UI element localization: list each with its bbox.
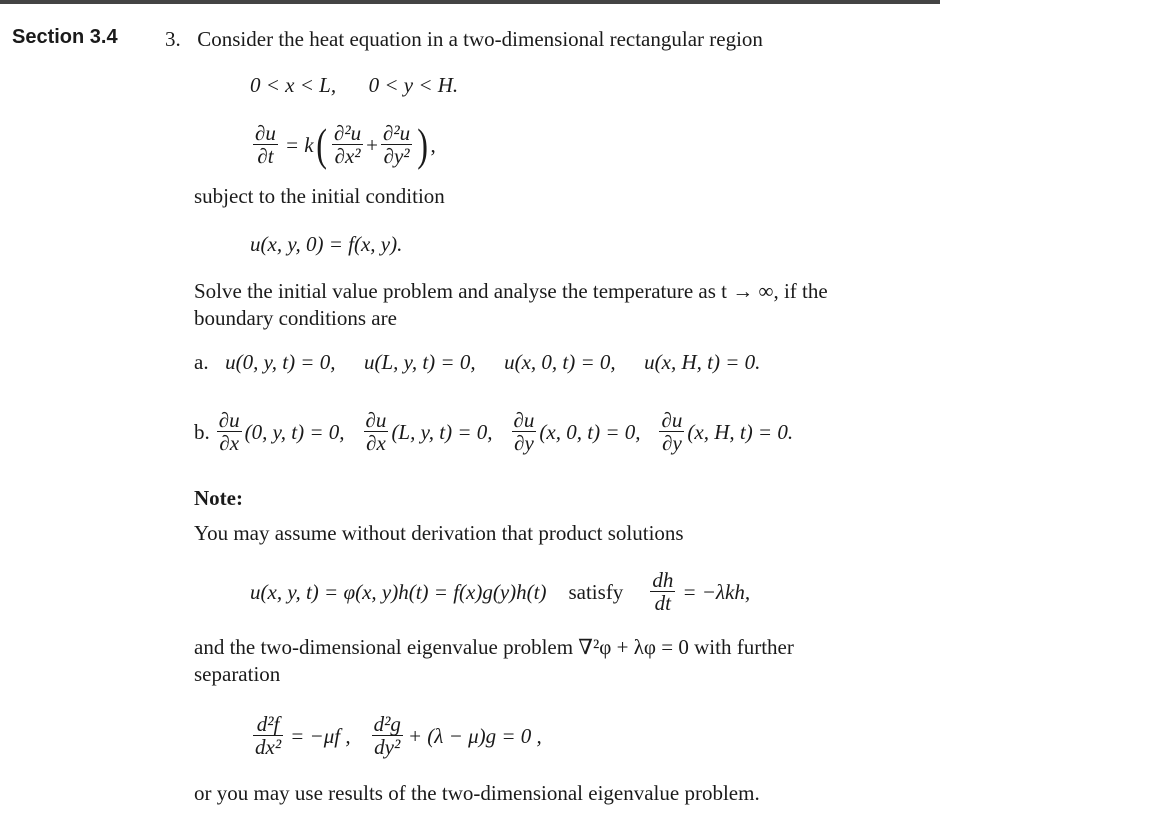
pde-term1-fraction: $\frac{\text{∂²u}}{\text{∂x²}}$ [333, 120, 362, 168]
note-text: You may assume without derivation that product solutions [194, 521, 684, 545]
bc-a-cond1: u(0, y, t) = 0, [225, 350, 336, 374]
bc-a-cond2: u(L, y, t) = 0, [363, 350, 476, 374]
product-rhs: = −λkh, [682, 579, 751, 604]
section-label: Section 3.4 [12, 26, 118, 48]
bc-b-deriv2: $\frac{\partial u}{\partial x}$ [365, 407, 387, 455]
heat-equation [250, 114, 436, 176]
problem-number: 3. [165, 27, 181, 51]
eigen-text-line1: and the two-dimensional eigenvalue problem ∇²φ + λφ = 0 with further [194, 635, 794, 659]
boundary-conditions-b [194, 402, 793, 462]
product-expression: u(x, y, t) = φ(x, y)h(t) = f(x)g(y)h(t) [250, 579, 547, 604]
bc-b-deriv3: $\frac{\partial u}{\partial y}$ [513, 407, 535, 455]
subject-text: subject to the initial condition [194, 184, 445, 208]
d2g-dy2-fraction: $\frac{\text{d²g}}{\text{dy²}}$ [373, 711, 401, 759]
pde-term2-fraction: $\frac{\text{∂²u}}{\text{∂y²}}$ [383, 120, 411, 168]
solve-text-line2: boundary conditions are [194, 306, 397, 330]
bc-b-deriv1: $\frac{\partial u}{\partial x}$ [218, 407, 240, 455]
bc-b-deriv4: $\frac{\partial u}{\partial y}$ [661, 407, 683, 455]
left-paren: ( [315, 119, 327, 170]
region-y: 0 < y < H. [368, 73, 459, 97]
boundary-conditions-a [194, 350, 760, 375]
bc-b-args3: (x, 0, t) = 0, [539, 419, 641, 444]
g-equation-rhs: + (λ − μ)g = 0 , [407, 723, 542, 748]
right-paren: ) [417, 119, 429, 170]
f-equation-rhs: = −μf , [290, 723, 351, 748]
pde-lhs-fraction: $\frac{\partial u}{\partial t}$ [255, 120, 276, 168]
intro-text: Consider the heat equation in a two-dimensional rectangular region [197, 27, 763, 51]
bc-b-args2: (L, y, t) = 0, [391, 419, 493, 444]
satisfy-word: satisfy [568, 579, 624, 604]
bc-a-cond4: u(x, H, t) = 0. [644, 350, 761, 374]
dh-dt-fraction: $\frac{dh}{dt}$ [652, 567, 674, 615]
note-heading: Note: [194, 486, 243, 510]
product-solution [250, 563, 750, 621]
pde-equals-k: = k [284, 132, 314, 157]
bc-b-args1: (0, y, t) = 0, [244, 419, 345, 444]
bc-a-cond3: u(x, 0, t) = 0, [504, 350, 616, 374]
initial-condition: u(x, y, 0) = f(x, y). [250, 232, 403, 256]
top-rule [0, 0, 940, 4]
separated-equations [250, 706, 542, 766]
closing-text: or you may use results of the two-dimensional eigenvalue problem. [194, 781, 760, 805]
d2f-dx2-fraction: $\frac{\text{d²f}}{\text{dx²}}$ [255, 711, 282, 759]
pde-comma: , [430, 132, 436, 157]
bc-b-args4: (x, H, t) = 0. [687, 419, 794, 444]
bc-b-label: b. [194, 419, 210, 444]
problem-intro [165, 27, 763, 52]
region-definition [250, 73, 458, 98]
solve-text-line1: Solve the initial value problem and analyse the temperature as t → ∞, if the [194, 279, 828, 303]
region-x: 0 < x < L, [250, 73, 337, 97]
eigen-text-line2: separation [194, 662, 281, 686]
bc-a-label: a. [194, 350, 209, 374]
pde-plus: + [366, 132, 378, 157]
